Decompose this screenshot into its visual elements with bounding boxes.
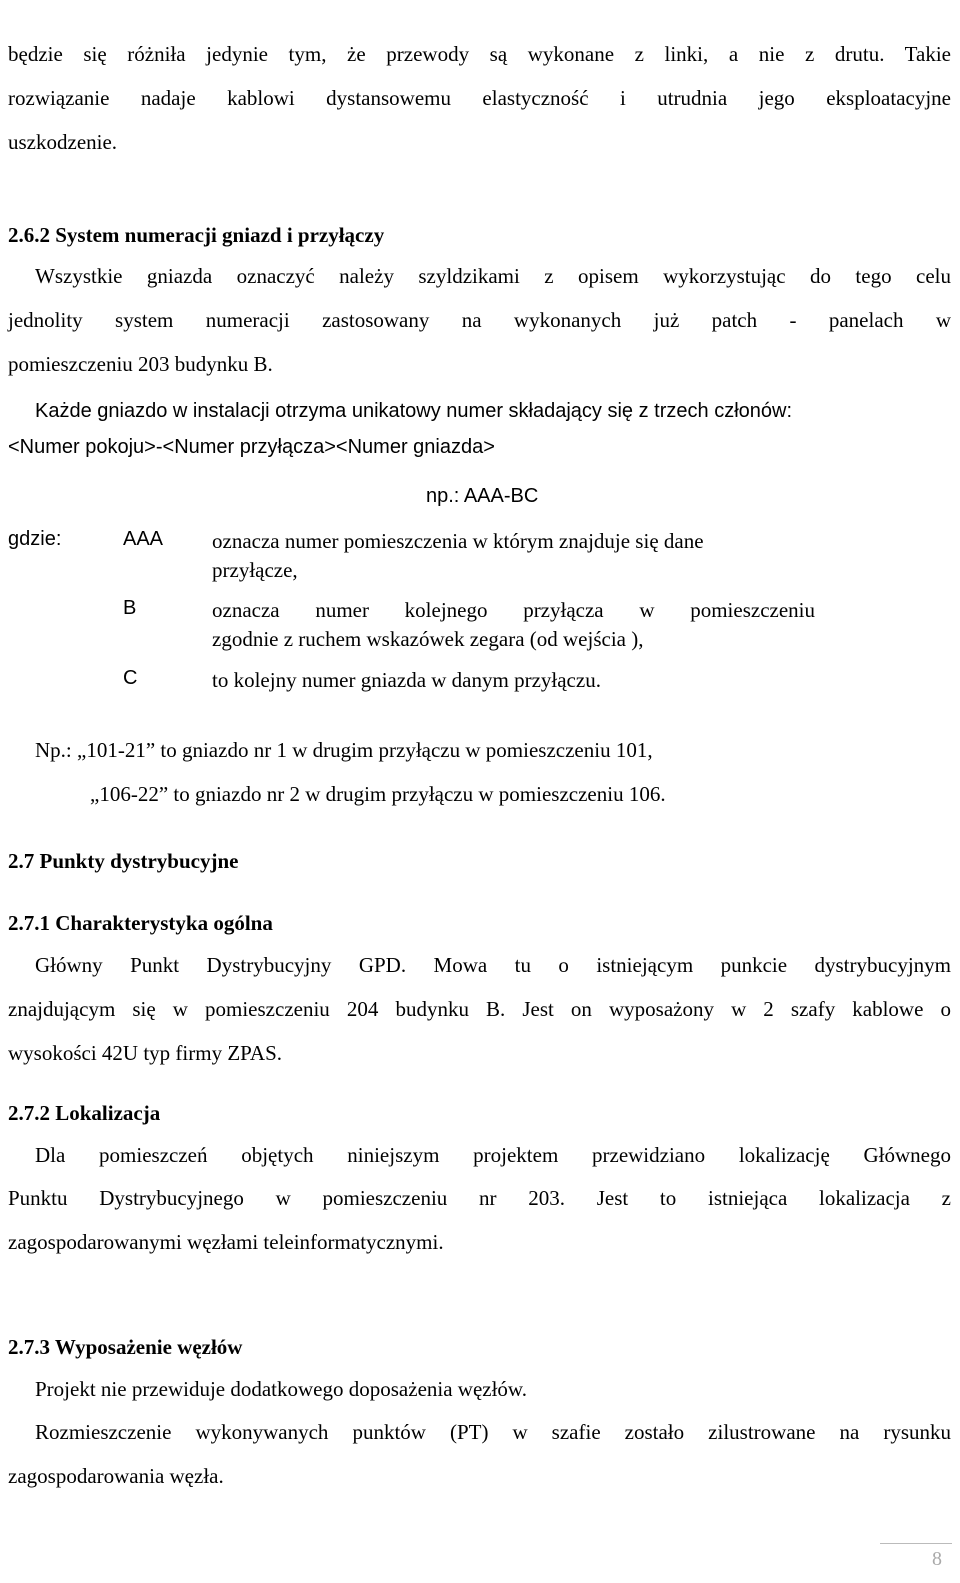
s271-line2: znajdującym się w pomieszczeniu 204 budynku B. Jest on wyposażony w 2 szafy kablowe o (8, 997, 951, 1021)
example-2: „106-22” to gniazdo nr 2 w drugim przyłączu w pomieszczeniu 106. (90, 782, 666, 806)
heading-2-6-2: 2.6.2 System numeracji gniazd i przyłączy (8, 223, 385, 247)
numbering-example: np.: AAA-BC (426, 485, 539, 507)
para1-line3: uszkodzenie. (8, 130, 118, 154)
def-b-line2: zgodnie z ruchem wskazówek zegara (od wejścia ), (212, 627, 644, 651)
heading-2-7-2: 2.7.2 Lokalizacja (8, 1101, 161, 1125)
def-aaa-line1: oznacza numer pomieszczenia w którym znajduje się dane (212, 529, 704, 553)
heading-2-7-1: 2.7.1 Charakterystyka ogólna (8, 911, 273, 935)
def-c-line1: to kolejny numer gniazda w danym przyłączu. (212, 668, 601, 692)
s272-line2: Punktu Dystrybucyjnego w pomieszczeniu nr 203. Jest to istniejąca lokalizacja z (8, 1186, 951, 1210)
def-code-c: C (123, 667, 138, 689)
heading-2-7-3: 2.7.3 Wyposażenie węzłów (8, 1335, 243, 1359)
document-page (8, 0, 951, 1583)
s272-line3: zagospodarowanymi węzłami teleinformatycznymi. (8, 1230, 444, 1254)
def-code-b: B (123, 597, 137, 619)
s272-line1: Dla pomieszczeń objętych niniejszym projektem przewidziano lokalizację Głównego (35, 1143, 951, 1167)
footer-rule (880, 1543, 952, 1544)
heading-2-7: 2.7 Punkty dystrybucyjne (8, 849, 239, 873)
s273-line1: Projekt nie przewiduje dodatkowego doposażenia węzłów. (35, 1377, 527, 1401)
s273-line2: Rozmieszczenie wykonywanych punktów (PT) w szafie zostało zilustrowane na rysunku (35, 1420, 951, 1444)
s271-line1: Główny Punkt Dystrybucyjny GPD. Mowa tu o istniejącym punkcie dystrybucyjnym (35, 953, 951, 977)
s262-line4: Każde gniazdo w instalacji otrzyma unikatowy numer składający się z trzech członów: (35, 400, 793, 422)
s262-line1: Wszystkie gniazda oznaczyć należy szyldzikami z opisem wykorzystując do tego celu (35, 264, 951, 288)
s271-line3: wysokości 42U typ firmy ZPAS. (8, 1041, 282, 1065)
s262-line2: jednolity system numeracji zastosowany na wykonanych już patch - panelach w (8, 308, 951, 332)
def-b-line1: oznacza numer kolejnego przyłącza w pomieszczeniu (212, 598, 815, 622)
def-aaa-line2: przyłącze, (212, 558, 298, 582)
def-code-aaa: AAA (123, 528, 164, 550)
para1-line2: rozwiązanie nadaje kablowi dystansowemu elastyczność i utrudnia jego eksploatacyjne (8, 86, 951, 110)
s273-line3: zagospodarowania węzła. (8, 1464, 224, 1488)
page-number: 8 (932, 1548, 942, 1570)
numbering-format: <Numer pokoju>-<Numer przyłącza><Numer gniazda> (8, 436, 495, 458)
para1-line1: będzie się różniła jedynie tym, że przewody są wykonane z linki, a nie z drutu. Takie (8, 42, 951, 66)
example-1: Np.: „101-21” to gniazdo nr 1 w drugim przyłączu w pomieszczeniu 101, (35, 738, 653, 762)
s262-line3: pomieszczeniu 203 budynku B. (8, 352, 273, 376)
where-label: gdzie: (8, 528, 62, 550)
